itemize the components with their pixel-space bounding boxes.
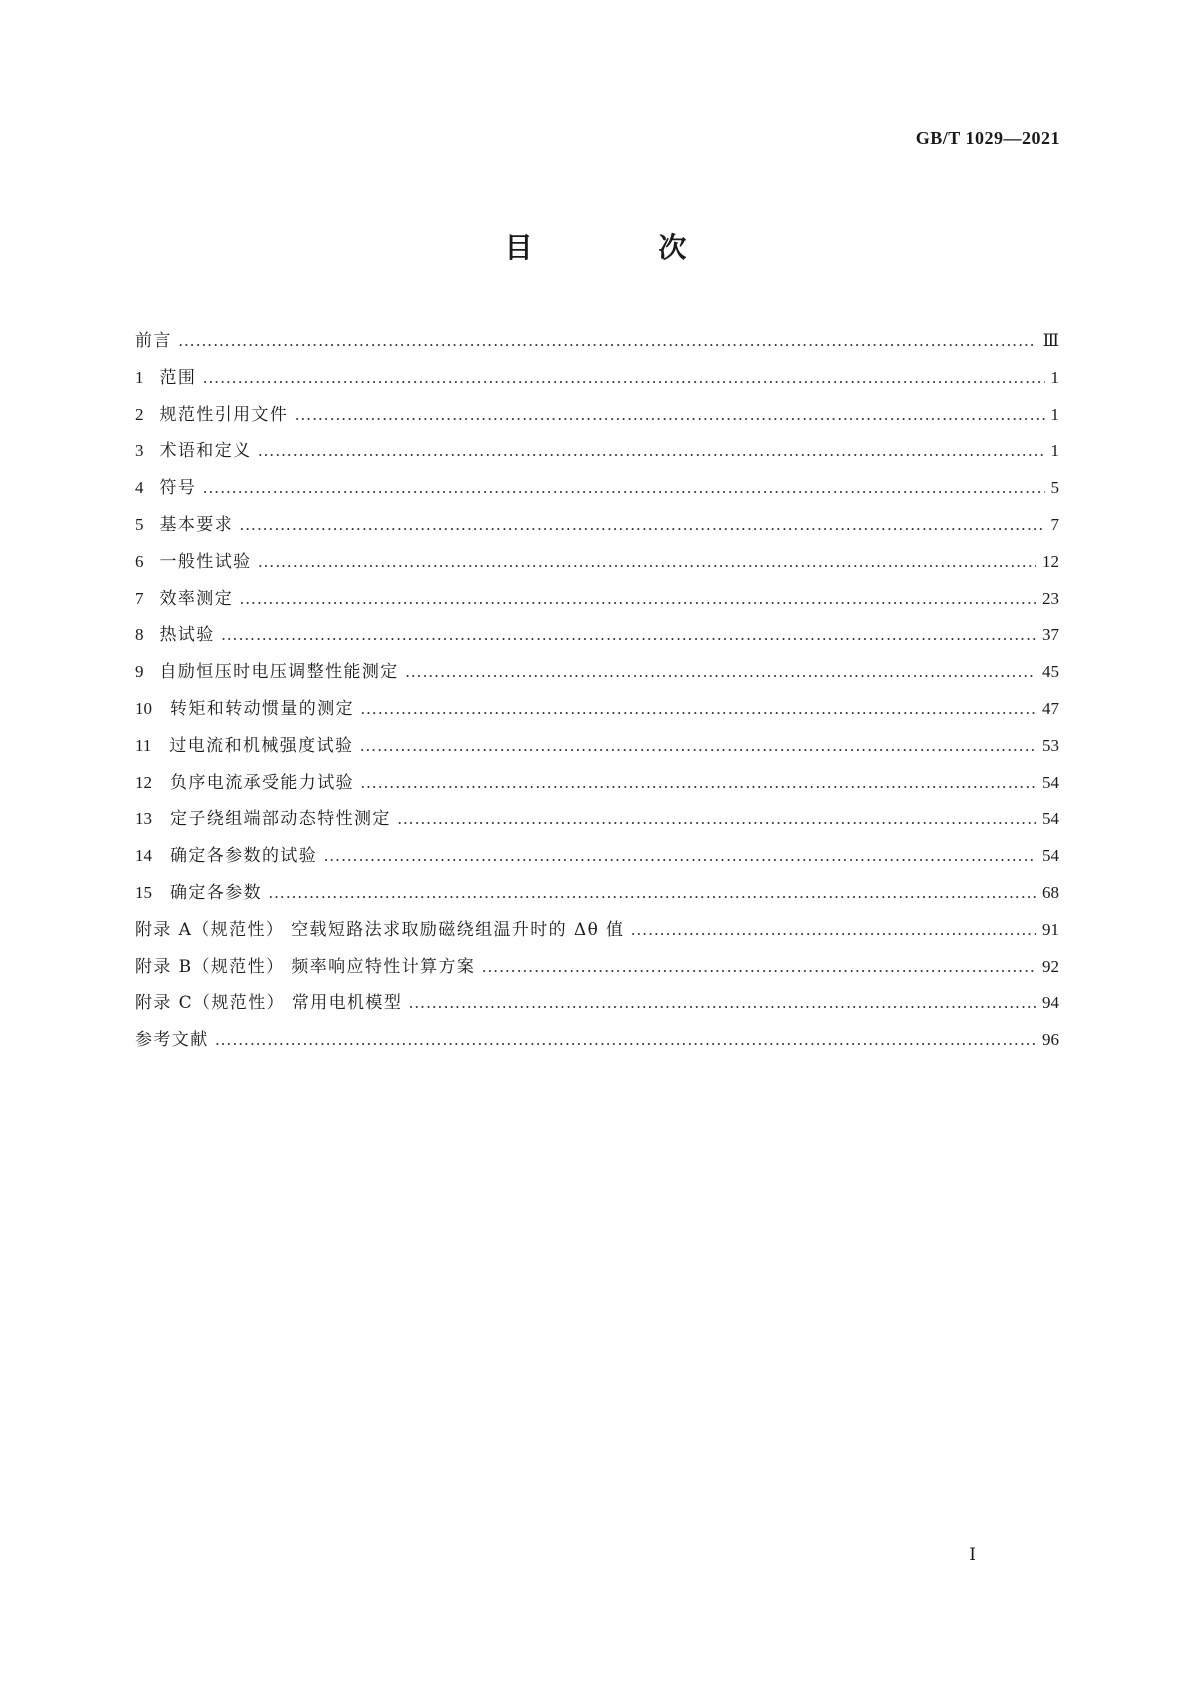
toc-entry-page: 92 bbox=[1042, 956, 1059, 976]
toc-entry-page: 1 bbox=[1050, 367, 1059, 387]
toc-entry-number: 3 bbox=[135, 441, 144, 461]
toc-entry-page: 5 bbox=[1050, 478, 1059, 498]
toc-entry-title: 定子绕组端部动态特性测定 bbox=[170, 809, 391, 830]
toc-entry-page: 54 bbox=[1042, 772, 1059, 792]
toc-entry-label bbox=[135, 365, 196, 391]
toc-entry-page: 54 bbox=[1042, 809, 1059, 829]
toc-entry-page: 53 bbox=[1042, 735, 1059, 755]
toc-entry[interactable] bbox=[135, 328, 1059, 365]
toc-entry-page: 7 bbox=[1050, 514, 1059, 534]
toc-entry[interactable] bbox=[135, 438, 1059, 475]
toc-entry[interactable] bbox=[135, 843, 1059, 880]
toc-entry[interactable] bbox=[135, 475, 1059, 512]
toc-entry[interactable] bbox=[135, 512, 1059, 549]
page-title: 目 次 bbox=[504, 231, 745, 264]
table-of-contents bbox=[135, 328, 1059, 1064]
toc-entry-title: 自励恒压时电压调整性能测定 bbox=[159, 662, 399, 683]
toc-dot-leader bbox=[215, 1027, 1036, 1053]
toc-entry-page: 1 bbox=[1050, 441, 1059, 461]
toc-entry-label bbox=[135, 438, 252, 464]
toc-dot-leader bbox=[397, 806, 1036, 832]
toc-entry[interactable] bbox=[135, 954, 1059, 991]
toc-entry-label bbox=[135, 917, 624, 943]
toc-entry[interactable] bbox=[135, 586, 1059, 623]
toc-entry-title: 参考文献 bbox=[135, 1030, 209, 1051]
toc-dot-leader bbox=[359, 733, 1036, 759]
toc-dot-leader bbox=[268, 880, 1036, 906]
toc-entry-title: 过电流和机械强度试验 bbox=[169, 735, 354, 756]
toc-entry-number: 13 bbox=[135, 809, 152, 829]
toc-entry-label bbox=[135, 586, 233, 612]
toc-dot-leader bbox=[630, 917, 1036, 943]
toc-entry-number: 11 bbox=[135, 735, 152, 755]
toc-entry[interactable] bbox=[135, 806, 1059, 843]
toc-entry-label bbox=[135, 549, 252, 575]
toc-entry-page: 23 bbox=[1042, 588, 1059, 608]
toc-dot-leader bbox=[360, 696, 1036, 722]
toc-dot-leader bbox=[202, 365, 1044, 391]
toc-entry[interactable] bbox=[135, 990, 1059, 1027]
toc-entry-page: 47 bbox=[1042, 698, 1059, 718]
toc-dot-leader bbox=[481, 954, 1036, 980]
toc-entry-page: 91 bbox=[1042, 919, 1059, 939]
toc-entry-number: 5 bbox=[135, 514, 144, 534]
toc-entry-title: 附录 C（规范性） 常用电机模型 bbox=[135, 993, 403, 1014]
toc-dot-leader bbox=[239, 512, 1044, 538]
toc-entry-number: 8 bbox=[135, 625, 144, 645]
toc-entry[interactable] bbox=[135, 696, 1059, 733]
toc-entry[interactable] bbox=[135, 733, 1059, 770]
toc-entry-label bbox=[135, 402, 288, 428]
toc-entry-page: 45 bbox=[1042, 662, 1059, 682]
toc-entry-title: 前言 bbox=[135, 331, 172, 351]
toc-entry-title: 术语和定义 bbox=[159, 441, 252, 462]
toc-entry-number: 1 bbox=[135, 367, 144, 387]
toc-entry-title: 附录 A（规范性） 空载短路法求取励磁绕组温升时的 Δθ 值 bbox=[135, 919, 625, 940]
toc-entry-number: 7 bbox=[135, 588, 144, 608]
toc-entry-title: 确定各参数 bbox=[170, 882, 262, 903]
toc-entry-title: 规范性引用文件 bbox=[159, 404, 289, 425]
toc-entry-number: 10 bbox=[135, 698, 152, 718]
toc-entry-label bbox=[135, 1027, 209, 1053]
toc-entry-number: 4 bbox=[135, 478, 144, 498]
toc-entry-label bbox=[135, 806, 391, 832]
toc-entry[interactable] bbox=[135, 659, 1059, 696]
toc-entry-label bbox=[135, 843, 317, 869]
toc-entry-number: 14 bbox=[135, 846, 152, 866]
toc-entry[interactable] bbox=[135, 402, 1059, 439]
toc-dot-leader bbox=[258, 549, 1037, 575]
toc-dot-leader bbox=[360, 770, 1036, 796]
toc-entry-label bbox=[135, 733, 353, 759]
toc-entry-page: Ⅲ bbox=[1042, 331, 1059, 350]
toc-entry-number: 6 bbox=[135, 551, 144, 571]
toc-entry-number: 2 bbox=[135, 404, 144, 424]
toc-dot-leader bbox=[294, 402, 1044, 428]
toc-entry-title: 附录 B（规范性） 频率响应特性计算方案 bbox=[135, 956, 476, 977]
toc-entry-title: 负序电流承受能力试验 bbox=[170, 772, 354, 793]
toc-dot-leader bbox=[258, 438, 1045, 464]
toc-dot-leader bbox=[221, 622, 1036, 648]
toc-entry[interactable] bbox=[135, 1027, 1059, 1064]
toc-entry[interactable] bbox=[135, 365, 1059, 402]
toc-dot-leader bbox=[405, 659, 1036, 685]
toc-entry[interactable] bbox=[135, 917, 1059, 954]
toc-entry-page: 68 bbox=[1042, 882, 1059, 902]
footer-page-number: Ⅰ bbox=[969, 1545, 976, 1564]
toc-entry-title: 一般性试验 bbox=[159, 551, 252, 572]
toc-entry-title: 转矩和转动惯量的测定 bbox=[170, 698, 354, 719]
toc-entry-number: 9 bbox=[135, 662, 144, 682]
toc-entry-title: 符号 bbox=[159, 478, 197, 499]
toc-entry-page: 37 bbox=[1042, 625, 1059, 645]
toc-entry-number: 15 bbox=[135, 882, 152, 902]
toc-entry-label bbox=[135, 696, 354, 722]
toc-entry-title: 热试验 bbox=[159, 625, 215, 646]
toc-entry-label bbox=[135, 880, 262, 906]
toc-dot-leader bbox=[239, 586, 1036, 612]
toc-entry-number: 12 bbox=[135, 772, 152, 792]
toc-entry-title: 确定各参数的试验 bbox=[170, 846, 318, 867]
toc-entry-title: 基本要求 bbox=[159, 514, 234, 535]
toc-dot-leader bbox=[323, 843, 1036, 869]
toc-entry-page: 54 bbox=[1042, 846, 1059, 866]
toc-entry-label bbox=[135, 954, 475, 980]
document-number: GB/T 1029—2021 bbox=[915, 128, 1060, 148]
toc-entry[interactable] bbox=[135, 622, 1059, 659]
toc-dot-leader bbox=[202, 475, 1044, 501]
toc-entry-page: 12 bbox=[1042, 551, 1059, 571]
toc-entry-title: 效率测定 bbox=[159, 588, 234, 609]
toc-entry-label bbox=[135, 622, 215, 648]
toc-entry-label bbox=[135, 512, 233, 538]
toc-dot-leader bbox=[408, 990, 1036, 1016]
toc-entry-page: 96 bbox=[1042, 1030, 1059, 1050]
toc-entry[interactable] bbox=[135, 880, 1059, 917]
toc-entry[interactable] bbox=[135, 770, 1059, 807]
toc-entry-label bbox=[135, 328, 172, 354]
toc-entry-label bbox=[135, 770, 354, 796]
toc-entry-title: 范围 bbox=[159, 367, 197, 388]
toc-entry-label bbox=[135, 990, 402, 1016]
toc-entry-page: 94 bbox=[1042, 993, 1059, 1013]
toc-entry[interactable] bbox=[135, 549, 1059, 586]
toc-entry-page: 1 bbox=[1050, 404, 1059, 424]
toc-entry-label bbox=[135, 475, 196, 501]
toc-dot-leader bbox=[178, 328, 1037, 354]
toc-entry-label bbox=[135, 659, 399, 685]
